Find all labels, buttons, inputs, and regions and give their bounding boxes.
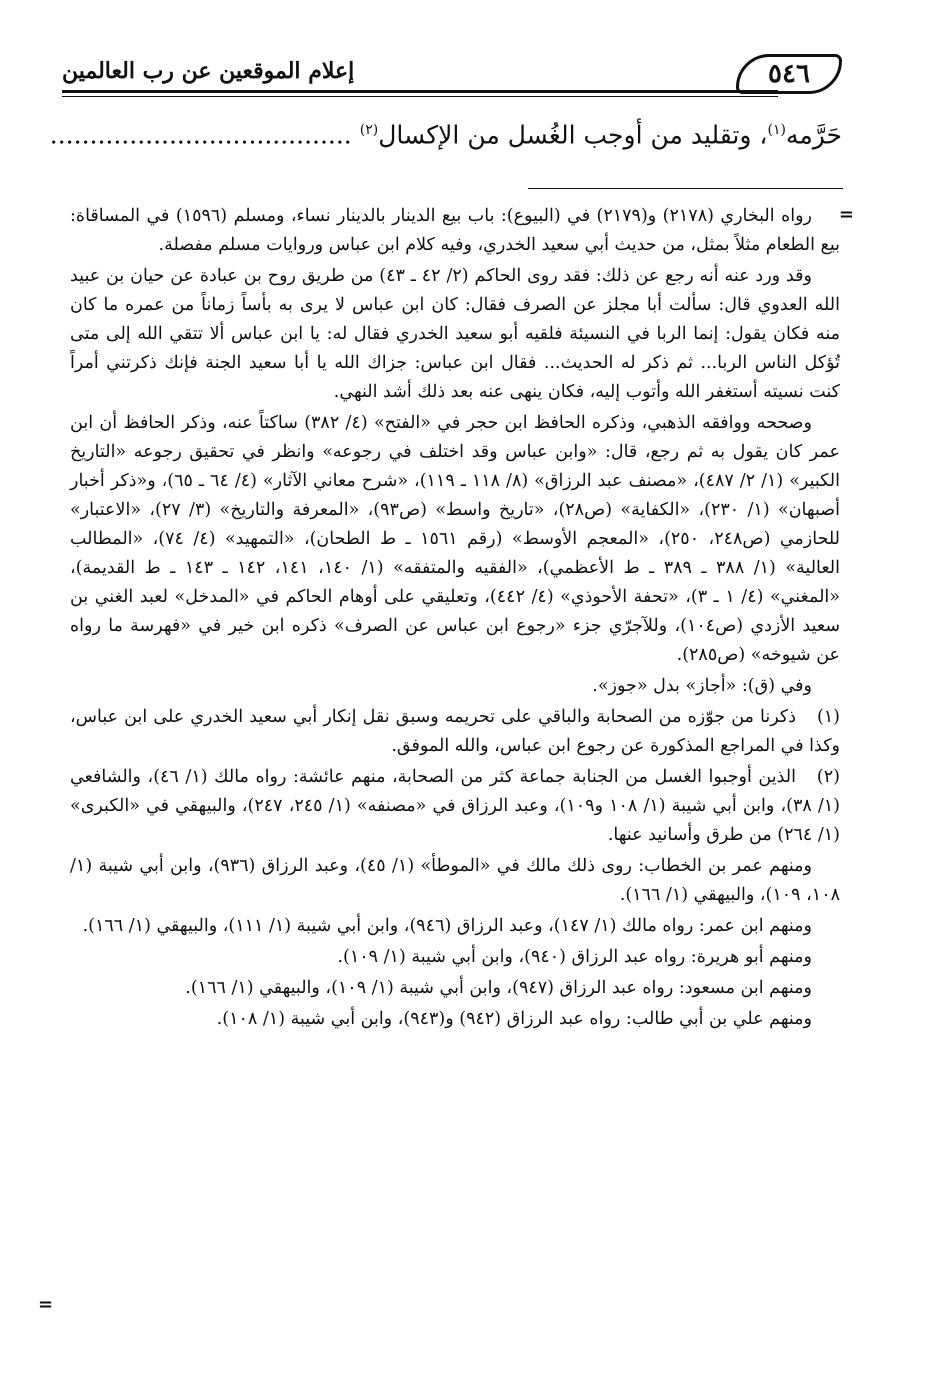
footnote-2-text-3: ومنهم ابن عمر: رواه مالك (١/ ١٤٧)، وعبد الرزاق (٩٤٦)، وابن أبي شيبة (١/ ١١١)، والبيهقي (١/ ١٦٦). — [82, 916, 812, 936]
footnote-2-text-5: ومنهم ابن مسعود: رواه عبد الرزاق (٩٤٧)، وابن أبي شيبة (١/ ١٠٩)، والبيهقي (١/ ١٦٦). — [185, 978, 812, 998]
footnote-cont-para-3: وصححه ووافقه الذهبي، وذكره الحافظ ابن حجر في «الفتح» (٤/ ٣٨٢) ساكتاً عنه، وذكر الحافظ أن ابن عمر كان يقول به ثم رجع، قال: «وابن عباس وقد اختلف في رجوعه» وانظر في تحقيق رجوعه «التاريخ الكبير» (١/ ٢/ ٤٨٧)، «مصنف عبد الرزاق» (٨/ ١١٨ ـ ١١٩)، «شرح معاني الآثار» (٤/ ٦٤ ـ ٦٥)، و«ذكر أخبار أصبهان» (١/ ٢٣٠)، «الكفاية» (ص٢٨)، «تاريخ واسط» (ص٩٣)، «المعرفة والتاريخ» (٣/ ٢٧)، «الاعتبار» للحازمي (ص٢٤٨، ٢٥٠)، «المعجم الأوسط» (رقم ١٥٦١ ـ ط الطحان)، «التمهيد» (٤/ ٧٤)، «المطالب العالية» (١/ ٣٨٨ ـ ٣٨٩ ـ ط الأعظمي)، «الفقيه والمتفقه» (١/ ١٤٠، ١٤١، ١٤٢ ـ ١٤٣ ـ ط القديمة)، «المغني» (٤/ ١ ـ ٣)، «تحفة الأحوذي» (٤/ ٤٤٢)، وتعليقي على أوهام الحاكم في «المدخل» لعبد الغني بن سعيد الأزدي (ص١٠٤)، وللآجرّي جزء «رجوع ابن عباس عن الصرف» ذكره ابن خير في «فهرسة ما رواه عن شيوخه» (ص٢٨٥). — [70, 413, 840, 665]
page-number-badge: ٥٤٦ — [736, 54, 842, 94]
footnote-separator — [528, 188, 843, 189]
footnote-ref-2[interactable]: (٢) — [359, 122, 379, 138]
header-rule-thin — [62, 96, 778, 97]
footnote-2-text-4: ومنهم أبو هريرة: رواه عبد الرزاق (٩٤٠)، وابن أبي شيبة (١/ ١٠٩). — [337, 947, 812, 967]
footnote-2-number: (٢) — [816, 767, 840, 787]
footnote-cont-para-2: وقد ورد عنه أنه رجع عن ذلك: فقد روى الحاكم (٢/ ٤٢ ـ ٤٣) من طريق روح بن عبادة عن حيان بن عبيد الله العدوي قال: سألت أبا مجلز عن الصرف فقال: كان ابن عباس لا يرى به بأساً زماناً من عمره ما كان منه فكان يقول: إنما الربا في النسيئة فلقيه أبو سعيد الخدري فقال له: يا ابن عباس ألا تتقي الله إلى متى تُؤكل الناس الربا... ثم ذكر له الحديث... فقال ابن عباس: جزاك الله يا أبا سعيد الجنة فإنك ذكرتني أمراً كنت نسيته أستغفر الله وأتوب إليه، فكان ينهى عنه بعد ذلك أشد النهي. — [70, 266, 840, 402]
footnote-1-number: (١) — [816, 707, 840, 727]
footnote-2 — [70, 763, 840, 1034]
footnote-ref-1[interactable]: (١) — [767, 122, 786, 138]
header-rule-thick — [62, 90, 778, 93]
main-word: حَرَّمه — [785, 120, 842, 150]
main-middle: ، وتقليد من أوجب الغُسل من الإكسال — [378, 120, 768, 150]
continuation-mark-bottom: = — [38, 1294, 54, 1315]
book-title: إعلام الموقعين عن رب العالمين — [62, 58, 355, 84]
footnote-1-text: ذكرنا من جوّزه من الصحابة والباقي على تحريمه وسبق نقل إنكار أبي سعيد الخدري على ابن عباس، وكذا في المراجع المذكورة عن رجوع ابن عباس، والله الموفق. — [70, 707, 840, 756]
footnote-2-text-2: ومنهم عمر بن الخطاب: روى ذلك مالك في «الموطأ» (١/ ٤٥)، وعبد الرزاق (٩٣٦)، وابن أبي شيبة (١/ ١٠٨، ١٠٩)، والبيهقي (١/ ١٦٦). — [70, 856, 840, 905]
footnote-1 — [70, 703, 840, 761]
footnote-cont-para-4: وفي (ق): «أجاز» بدل «جوز». — [592, 676, 812, 696]
footnote-cont-para-1: رواه البخاري (٢١٧٨) و(٢١٧٩) في (البيوع): باب بيع الدينار بالدينار نساء، ومسلم (١٥٩٦) في المساقاة: بيع الطعام مثلاً بمثل، من حديث أبي سعيد الخدري، وفيه كلام ابن عباس وروايات مسلم مفصلة. — [70, 206, 840, 255]
footnote-2-text-6: ومنهم علي بن أبي طالب: رواه عبد الرزاق (٩٤٢) و(٩٤٣)، وابن أبي شيبة (١/ ١٠٨). — [216, 1009, 812, 1029]
continuation-mark-top: = — [838, 204, 854, 225]
footnote-2-text-1: الذين أوجبوا الغسل من الجنابة جماعة كثر من الصحابة، منهم عائشة: رواه مالك (١/ ٤٦)، والشافعي (١/ ٣٨)، وابن أبي شيبة (١/ ١٠٨ و١٠٩)، وعبد الرزاق في «مصنفه» (١/ ٢٤٥، ٢٤٧)، والبيهقي في «الكبرى» (١/ ٢٦٤) من طرق وأسانيد عنها. — [70, 767, 840, 845]
main-dots: ...................................... — [49, 120, 352, 150]
main-text-line — [49, 108, 842, 157]
footnotes — [70, 202, 840, 1036]
